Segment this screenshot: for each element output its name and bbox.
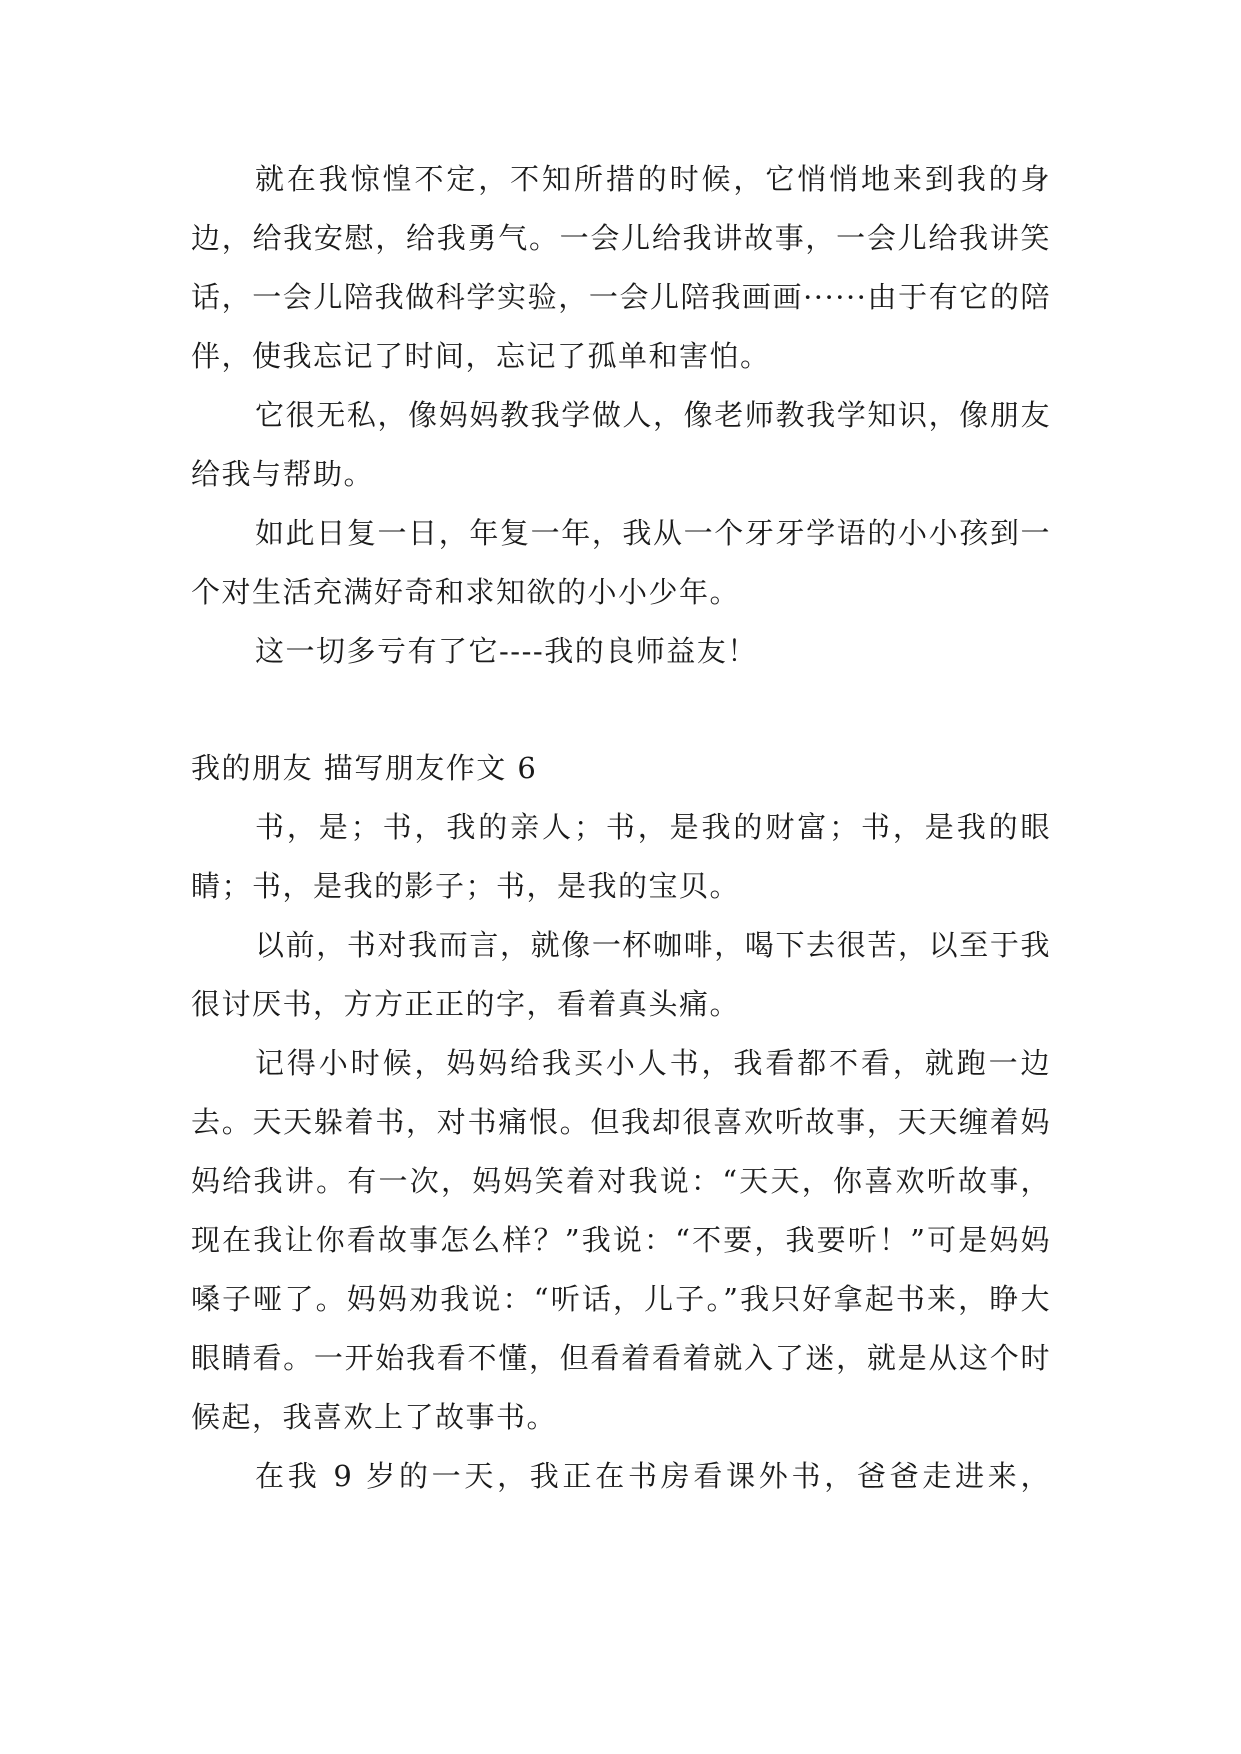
- paragraph: 书，是；书，我的亲人；书，是我的财富；书，是我的眼睛；书，是我的影子；书，是我的宝贝。: [191, 810, 1051, 903]
- paragraph: 记得小时候，妈妈给我买小人书，我看都不看，就跑一边去。天天躲着书，对书痛恨。但我却很喜欢听故事，天天缠着妈妈给我讲。有一次，妈妈笑着对我说：“天天，你喜欢听故事，现在我让你看故事怎么样？”我说：“不要，我要听！”可是妈妈嗓子哑了。妈妈劝我说：“听话，儿子。”我只好拿起书来，睁大眼睛看。一开始我看不懂，但看着看着就入了迷，就是从这个时候起，我喜欢上了故事书。: [191, 1046, 1051, 1434]
- paragraph: 它很无私，像妈妈教我学做人，像老师教我学知识，像朋友给我与帮助。: [191, 398, 1051, 491]
- paragraph: 在我 9 岁的一天，我正在书房看课外书，爸爸走进来，: [255, 1459, 1051, 1493]
- paragraph: 以前，书对我而言，就像一杯咖啡，喝下去很苦，以至于我很讨厌书，方方正正的字，看着真头痛。: [191, 928, 1051, 1021]
- paragraph: 就在我惊惶不定，不知所措的时候，它悄悄地来到我的身边，给我安慰，给我勇气。一会儿给我讲故事，一会儿给我讲笑话，一会儿陪我做科学实验，一会儿陪我画画······由于有它的陪伴，使我忘记了时间，忘记了孤单和害怕。: [191, 162, 1051, 373]
- paragraph: 这一切多亏有了它----我的良师益友！: [255, 634, 758, 668]
- section-heading: 我的朋友 描写朋友作文 6: [191, 751, 538, 785]
- paragraph: 如此日复一日，年复一年，我从一个牙牙学语的小小孩到一个对生活充满好奇和求知欲的小小少年。: [191, 516, 1051, 609]
- document-body: [191, 150, 1051, 1506]
- section-gap: [191, 681, 1051, 739]
